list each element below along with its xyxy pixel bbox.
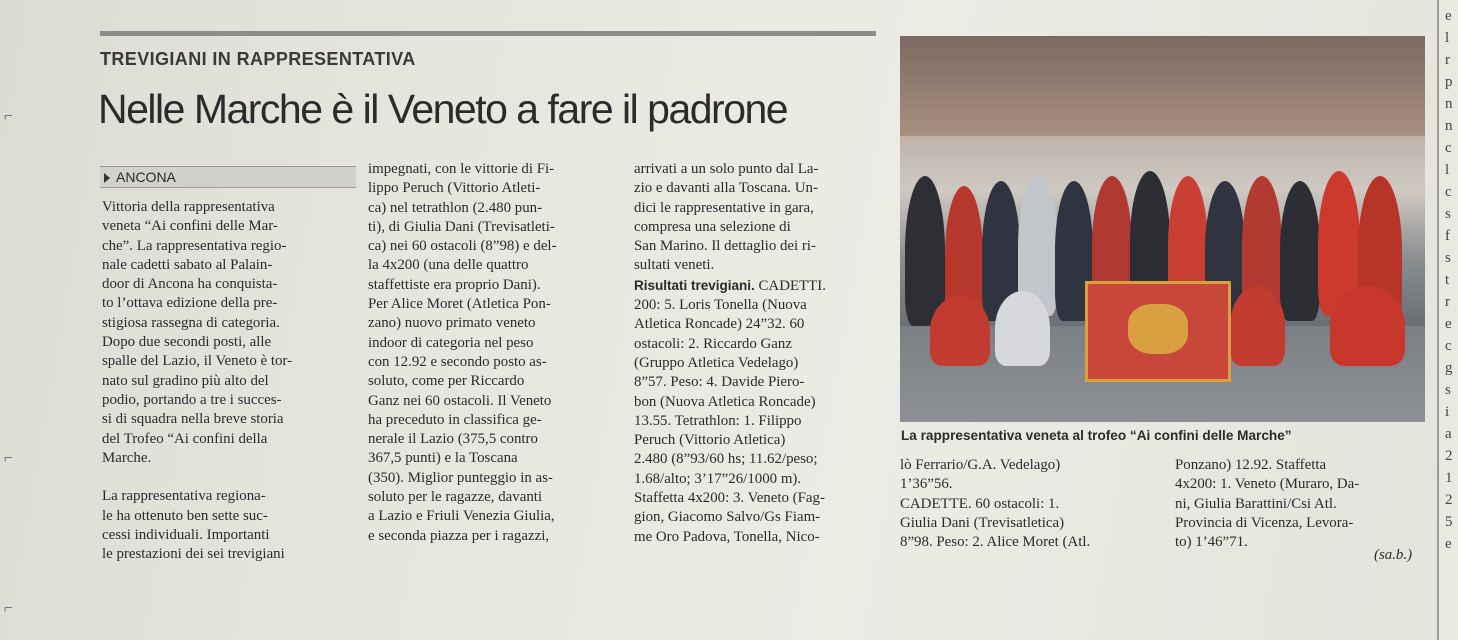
results-first-line: CADETTI. [754,277,826,294]
adjacent-letter: 1 [1445,470,1453,486]
text-line: 1’36”56. [900,476,953,493]
adjacent-letter: 2 [1445,492,1453,508]
text-line: Staffetta 4x200: 3. Veneto (Fag- [634,490,825,507]
text-line: soluto, come per Riccardo [368,373,525,390]
text-line: CADETTE. 60 ostacoli: 1. [900,495,1060,512]
adjacent-letter: f [1445,228,1450,244]
adjacent-letter: e [1445,316,1452,332]
text-line: 8”98. Peso: 2. Alice Moret (Atl. [900,534,1091,551]
column-5-lines [1175,456,1359,552]
text-line: me Oro Padova, Tonella, Nico- [634,528,820,545]
text-line: door di Ancona ha conquista- [102,276,278,293]
adjacent-letter: c [1445,140,1452,156]
adjacent-letter: n [1445,118,1453,134]
text-line: Giulia Dani (Trevisatletica) [900,514,1065,531]
article-column-1 [102,198,292,565]
adjacent-letter: p [1445,74,1453,90]
adjacent-letter: r [1445,52,1450,68]
text-line: ha preceduto in classifica ge- [368,411,542,428]
text-line: ostacoli: 2. Riccardo Ganz [634,335,792,352]
text-line: podio, portando a tre i succes- [102,391,282,408]
photo-ceiling [900,36,1425,136]
text-line: le prestazioni dei sei trevigiani [102,546,285,563]
text-line: le ha ottenuto ben sette suc- [102,507,268,524]
text-line: zio e davanti alla Toscana. Un- [634,180,818,197]
column-3-intro [634,160,826,276]
text-line [102,468,292,487]
text-line: la 4x200 (una delle quattro [368,257,529,274]
text-line: 2.480 (8”93/60 hs; 11.62/peso; [634,451,818,468]
text-line: ca) nei 60 ostacoli (8”98) e del- [368,238,557,255]
author-signature: (sa.b.) [1374,547,1413,563]
text-line: 1.68/alto; 3’17”26/1000 m). [634,470,802,487]
text-line: ni, Giulia Barattini/Csi Atl. [1175,495,1337,512]
adjacent-letter: l [1445,162,1450,178]
text-line: soluto per le ragazze, davanti [368,489,543,506]
results-list [634,296,826,547]
article-kicker: TREVIGIANI IN RAPPRESENTATIVA [100,49,416,69]
text-line: gion, Giacomo Salvo/Gs Fiam- [634,509,821,526]
text-line: Marche. [102,449,152,466]
text-line: San Marino. Il dettaglio dei ri- [634,238,816,255]
article-column-5 [1175,456,1359,552]
team-photo [900,36,1425,422]
adjacent-letter: s [1445,382,1451,398]
text-line: 8”57. Peso: 4. Davide Piero- [634,374,805,391]
text-line: nerale il Lazio (375,5 contro [368,431,538,448]
text-line: Dopo due secondi posti, alle [102,334,272,351]
text-line: Ponzano) 12.92. Staffetta [1175,457,1327,473]
results-heading: Risultati trevigiani. [634,277,755,293]
text-line: ti), di Giulia Dani (Trevisatleti- [368,218,555,235]
text-line: Provincia di Vicenza, Levora- [1175,514,1354,531]
dateline [100,166,356,188]
adjacent-letter: l [1445,30,1450,46]
text-line: lippo Peruch (Vittorio Atleti- [368,180,541,197]
adjacent-column-edge [1437,0,1458,640]
text-line: Peruch (Vittorio Atletica) [634,432,786,449]
adjacent-letter: a [1445,426,1452,442]
text-line: nato sul gradino più alto del [102,372,269,389]
adjacent-letter: s [1445,250,1451,266]
article-column-4 [900,456,1090,552]
text-line: si di squadra nella breve storia [102,411,284,428]
text-line: 367,5 punti) e la Toscana [368,450,518,467]
text-line: arrivati a un solo punto dal La- [634,161,819,177]
text-line: zano) nuovo primato veneto [368,315,536,332]
text-line: La rappresentativa regiona- [102,488,266,505]
text-line: sultati veneti. [634,257,715,274]
flag-lion-emblem [1128,304,1188,354]
text-line: ca) nel tetrathlon (2.480 pun- [368,199,543,216]
text-line: 13.55. Tetrathlon: 1. Filippo [634,412,802,429]
top-rule [100,31,876,36]
text-line: to l’ottava edizione della pre- [102,295,278,312]
text-line: Atletica Roncade) 24”32. 60 [634,316,805,333]
text-line: con 12.92 e secondo posto as- [368,353,547,370]
article-column-3 [634,160,826,547]
veneto-flag [1085,281,1231,382]
adjacent-letter: c [1445,184,1452,200]
adjacent-letter: e [1445,8,1452,24]
adjacent-letter: 2 [1445,448,1453,464]
photo-caption: La rappresentativa veneta al trofeo “Ai confini delle Marche” [901,428,1292,443]
text-line: lò Ferrario/G.A. Vedelago) [900,457,1061,473]
article-headline: Nelle Marche è il Veneto a fare il padrone [98,86,788,132]
text-line: del Trofeo “Ai confini della [102,430,268,447]
adjacent-letter: r [1445,294,1450,310]
text-line: Per Alice Moret (Atletica Pon- [368,296,551,313]
text-line: dici le rappresentative in gara, [634,199,814,216]
text-line: che”. La rappresentativa regio- [102,237,287,254]
margin-punch-mark: ⌐ [4,108,14,125]
text-line: impegnati, con le vittorie di Fi- [368,161,555,177]
text-line: indoor di categoria nel peso [368,334,534,351]
adjacent-letter: g [1445,360,1453,376]
results-paragraph [634,276,826,296]
text-line: Vittoria della rappresentativa [102,199,275,215]
adjacent-letter: n [1445,96,1453,112]
margin-punch-mark: ⌐ [4,600,14,617]
text-line: nale cadetti sabato al Palain- [102,256,273,273]
text-line: a Lazio e Friuli Venezia Giulia, [368,508,555,525]
adjacent-letter: i [1445,404,1450,420]
text-line: cessi individuali. Importanti [102,527,270,544]
adjacent-letter: t [1445,272,1450,288]
margin-punch-mark: ⌐ [4,450,14,467]
text-line: e seconda piazza per i ragazzi, [368,527,550,544]
text-line: compresa una selezione di [634,218,791,235]
text-line: (350). Miglior punteggio in as- [368,469,553,486]
text-line: veneta “Ai confini delle Mar- [102,218,278,235]
text-line: bon (Nuova Atletica Roncade) [634,393,816,410]
text-line: (Gruppo Atletica Vedelago) [634,354,799,371]
text-line: 4x200: 1. Veneto (Muraro, Da- [1175,476,1360,493]
text-line: spalle del Lazio, il Veneto è tor- [102,353,293,370]
text-line: stigiosa rassegna di categoria. [102,314,280,331]
text-line: Ganz nei 60 ostacoli. Il Veneto [368,392,552,409]
article-column-2 [368,160,557,546]
text-line: staffettiste era proprio Dani). [368,276,541,293]
text-line: to) 1’46”71. [1175,534,1248,551]
text-line: 200: 5. Loris Tonella (Nuova [634,297,807,314]
adjacent-letter: s [1445,206,1451,222]
adjacent-letter: e [1445,536,1452,552]
dateline-text: ANCONA [116,169,176,185]
dateline-arrow-icon [104,173,110,183]
adjacent-letter: 5 [1445,514,1453,530]
adjacent-letter: c [1445,338,1452,354]
